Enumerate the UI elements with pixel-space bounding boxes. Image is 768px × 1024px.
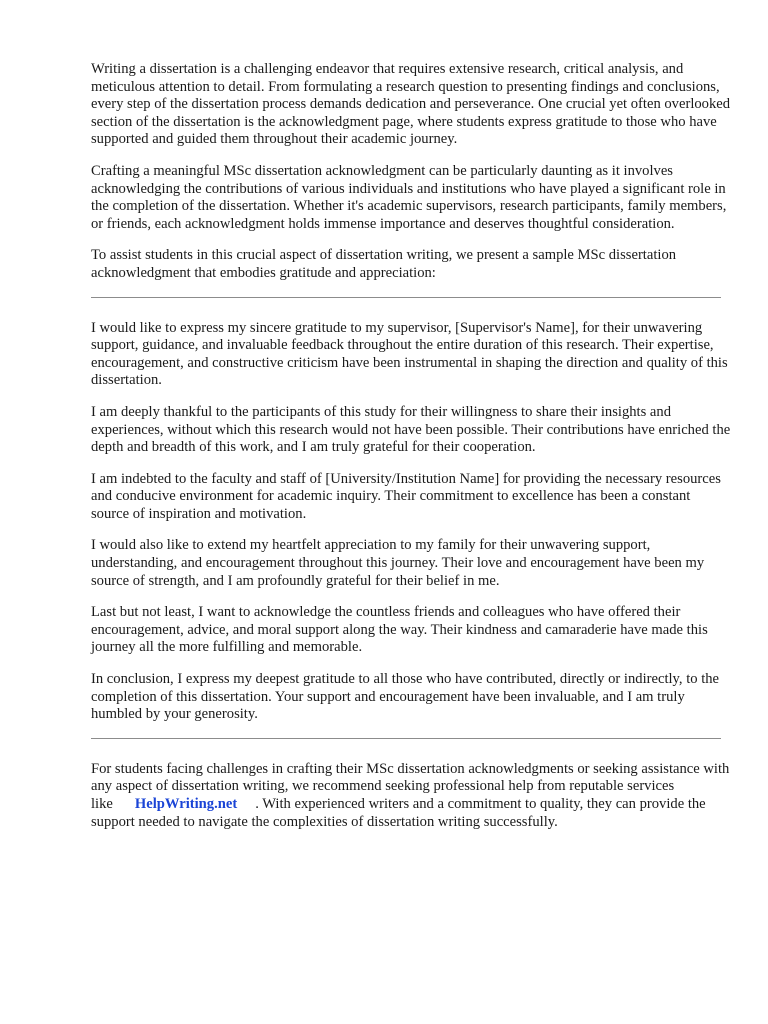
sample-paragraph: I would like to express my sincere gratitude to my supervisor, [Supervisor's Name], for their unwavering support, guidance, and invaluable feedback throughout the entire duration of this research. Their expertise, encouragement, and constructive criticism have been instrumental in shaping the direction and quality of this dissertation.	[91, 319, 728, 389]
closing-text-after-link: . With experienced writers and a commitment to quality, they can provide the support needed to navigate the complexities of dissertation writing successfully.	[91, 796, 706, 830]
document-body	[91, 61, 731, 845]
intro-paragraph: To assist students in this crucial aspect of dissertation writing, we present a sample MSc dissertation acknowledgment that embodies gratitude and appreciation:	[91, 247, 677, 281]
sample-paragraph: Last but not least, I want to acknowledge the countless friends and colleagues who have offered their encouragement, advice, and moral support along the way. Their kindness and camaraderie have made this journey all the more fulfilling and memorable.	[91, 604, 708, 656]
closing-text-before-link: For students facing challenges in crafting their MSc dissertation acknowledgments or seeking assistance with any aspect of dissertation writing, we recommend seeking professional help from reputable services like	[91, 760, 730, 812]
sample-paragraph: In conclusion, I express my deepest gratitude to all those who have contributed, directly or indirectly, to the completion of this dissertation. Your support and encouragement have been invaluable, and I am truly humbled by your generosity.	[91, 671, 720, 723]
intro-paragraph: Crafting a meaningful MSc dissertation acknowledgment can be particularly daunting as it involves acknowledging the contributions of various individuals and institutions who have played a significant role in the completion of the dissertation. Whether it's academic supervisors, research participants, family members, or friends, each acknowledgment holds immense importance and deserves thoughtful consideration.	[91, 162, 727, 232]
helpwriting-link[interactable]: HelpWriting.net	[134, 796, 238, 812]
section-divider	[91, 738, 721, 739]
intro-paragraph: Writing a dissertation is a challenging endeavor that requires extensive research, critical analysis, and meticulous attention to detail. From formulating a research question to presenting findings and conclusions, every step of the dissertation process demands dedication and perseverance. One crucial yet often overlooked section of the dissertation is the acknowledgment page, where students express gratitude to those who have supported and guided them throughout their academic journey.	[91, 61, 731, 148]
sample-acknowledgment-section	[91, 320, 731, 724]
sample-paragraph: I am indebted to the faculty and staff of [University/Institution Name] for providing the necessary resources and conducive environment for academic inquiry. Their commitment to excellence has been a constant source of inspiration and motivation.	[91, 470, 721, 522]
section-divider	[91, 297, 721, 298]
closing-paragraph	[91, 761, 731, 831]
intro-section	[91, 61, 731, 283]
sample-paragraph: I am deeply thankful to the participants of this study for their willingness to share their insights and experiences, without which this research would not have been possible. Their contributions have enriched the depth and breadth of this work, and I am truly grateful for their cooperation.	[91, 403, 731, 456]
closing-section	[91, 761, 731, 831]
sample-paragraph: I would also like to extend my heartfelt appreciation to my family for their unwavering support, understanding, and encouragement throughout this journey. Their love and encouragement have been my source of strength, and I am profoundly grateful for their belief in me.	[91, 537, 705, 589]
